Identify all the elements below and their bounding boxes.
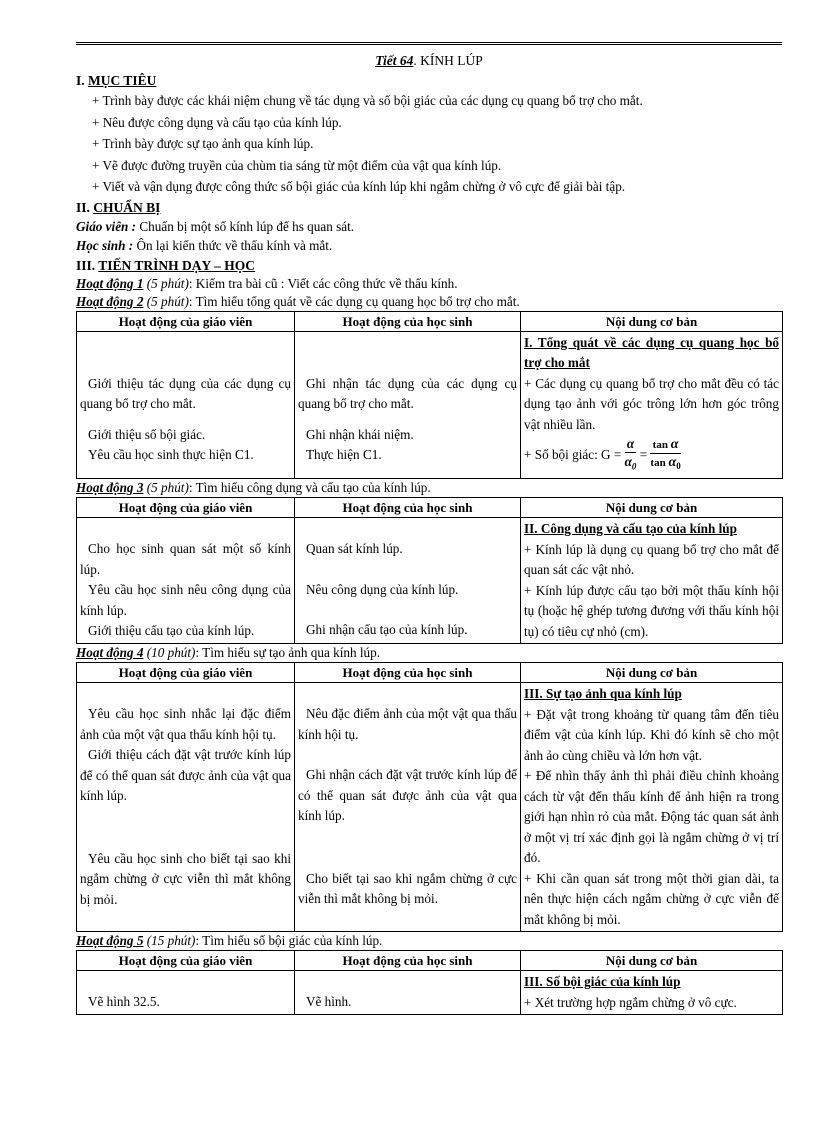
objective-item: + Vẽ được đường truyền của chùm tia sáng từ một điểm của vật qua kính lúp.	[92, 157, 502, 173]
student-cell: Vẽ hình.	[295, 971, 521, 1015]
header-teacher: Hoạt động của giáo viên	[77, 311, 295, 331]
content-text: + Kính lúp là dụng cụ quang bổ trợ cho mắt để quan sát các vật nhỏ.	[524, 541, 779, 577]
content-text: + Để nhìn thấy ảnh thì phải điều chỉnh khoảng cách từ vật đến thấu kính để ảnh hiện ra trong giới hạn nhìn rỏ của mắt. Động tác quan sát ảnh ở một vị trí xác định gọi là ngắm chừng ở vị trí đó.	[524, 768, 779, 865]
content-text: + Khi cần quan sát trong một thời gian dài, ta nên thực hiện cách ngắm chừng ở cực viễn để mắt không bị mỏi.	[524, 870, 779, 927]
content-text: + Xét trường hợp ngắm chừng ở vô cực.	[524, 994, 737, 1010]
top-rule	[76, 42, 782, 49]
teacher-cell: Cho học sinh quan sát một số kính lúp. Yêu cầu học sinh nêu công dụng của kính lúp. Giới thiệu cấu tạo của kính lúp.	[77, 518, 295, 644]
activity-2-table	[76, 311, 783, 480]
teacher-cell: Giới thiệu tác dụng của các dụng cụ quang bổ trợ cho mắt. Giới thiệu số bội giác. Yêu cầu học sinh thực hiện C1.	[77, 331, 295, 479]
header-content: Nội dung cơ bản	[521, 311, 783, 331]
header-student: Hoạt động của học sinh	[295, 498, 521, 518]
section-heading-process: III. TIẾN TRÌNH DẠY – HỌC	[76, 257, 256, 273]
content-heading: II. Công dụng và cấu tạo của kính lúp	[524, 521, 737, 536]
objective-item: + Viết và vận dụng được công thức số bội giác của kính lúp khi ngắm chừng ở vô cực để giải bài tập.	[92, 179, 626, 194]
teacher-cell: Yêu cầu học sinh nhắc lại đặc điểm ảnh của một vật qua thấu kính hội tụ. Giới thiệu cách đặt vật trước kính lúp để có thể quan sát được ảnh của vật qua kính lúp. Yêu cầu học sinh cho biết tại sao khi ngắm chừng ở cực viễn thì mắt không bị mỏi.	[77, 683, 295, 932]
student-cell: Quan sát kính lúp. Nêu công dụng của kính lúp. Ghi nhận cấu tạo của kính lúp.	[295, 518, 521, 644]
content-cell	[521, 683, 783, 932]
activity-4-table	[76, 662, 783, 932]
header-student: Hoạt động của học sinh	[295, 951, 521, 971]
header-teacher: Hoạt động của giáo viên	[77, 663, 295, 683]
content-text: + Kính lúp được cấu tạo bởi một thấu kính hội tụ (hoặc hệ ghép tương đương với thấu kính hội tụ) có tiêu cự nhỏ (cm).	[524, 582, 779, 639]
document-page	[76, 42, 782, 1015]
activity-3-heading: Hoạt động 3 (5 phút): Tìm hiểu công dụng và cấu tạo của kính lúp.	[76, 480, 431, 495]
section-heading-objectives: I. MỤC TIÊU	[76, 73, 157, 88]
student-cell: Ghi nhận tác dụng của các dụng cụ quang bổ trợ cho mắt. Ghi nhận khái niệm. Thực hiện C1.	[295, 331, 521, 479]
activity-3-table	[76, 497, 783, 644]
activity-4-heading: Hoạt động 4 (10 phút): Tìm hiểu sự tạo ảnh qua kính lúp.	[76, 645, 380, 660]
content-text: + Đặt vật trong khoảng từ quang tâm đến tiêu điểm vật của kính lúp. Khi đó kính sẽ cho một ảnh ảo cùng chiều và lớn hơn vật.	[524, 706, 779, 763]
prep-student: Học sinh : Ôn lại kiến thức về thấu kính và mắt.	[76, 238, 333, 253]
magnification-formula: + Số bội giác: G = $\frac{\alpha}{\alpha_0}$ = $\frac{\text{tan α}}{\tan \alpha_0}$	[524, 436, 681, 472]
activity-5-table	[76, 950, 783, 1015]
content-heading: I. Tổng quát về các dụng cụ quang học bổ trợ cho mắt	[524, 334, 779, 370]
header-teacher: Hoạt động của giáo viên	[77, 951, 295, 971]
teacher-cell: Vẽ hình 32.5.	[77, 971, 295, 1015]
header-student: Hoạt động của học sinh	[295, 663, 521, 683]
content-text: + Các dụng cụ quang bổ trợ cho mắt đều có tác dụng tạo ảnh với góc trông lớn hơn góc trông vật nhiều lần.	[524, 375, 779, 432]
content-cell	[521, 971, 783, 1015]
objective-item: + Trình bày được các khái niệm chung về tác dụng và số bội giác của các dụng cụ quang bổ trợ cho mắt.	[92, 93, 643, 108]
section-heading-preparation: II. CHUẨN BỊ	[76, 199, 161, 215]
objective-item: + Nêu được công dụng và cấu tạo của kính lúp.	[92, 114, 342, 130]
header-content: Nội dung cơ bản	[521, 498, 783, 518]
objective-item: + Trình bày được sự tạo ảnh qua kính lúp.	[92, 136, 314, 151]
lesson-title: . KÍNH LÚP	[413, 53, 483, 68]
header-content: Nội dung cơ bản	[521, 663, 783, 683]
activity-2-heading: Hoạt động 2 (5 phút): Tìm hiểu tổng quát về các dụng cụ quang học bổ trợ cho mắt.	[76, 293, 520, 309]
content-cell	[521, 331, 783, 479]
lesson-number: Tiết 64	[375, 53, 414, 68]
activity-1-heading: Hoạt động 1 (5 phút): Kiểm tra bài cũ : Viết các công thức về thấu kính.	[76, 275, 458, 291]
content-heading: III. Sự tạo ảnh qua kính lúp	[524, 686, 682, 701]
student-cell: Nêu đặc điểm ảnh của một vật qua thấu kính hội tụ. Ghi nhận cách đặt vật trước kính lúp để có thể quan sát được ảnh của vật qua kính lúp. Cho biết tại sao khi ngắm chừng ở cực viễn thì mắt không bị mỏi.	[295, 683, 521, 932]
header-teacher: Hoạt động của giáo viên	[77, 498, 295, 518]
content-heading: III. Số bội giác của kính lúp	[524, 974, 681, 989]
header-student: Hoạt động của học sinh	[295, 311, 521, 331]
content-cell	[521, 518, 783, 644]
header-content: Nội dung cơ bản	[521, 951, 783, 971]
prep-teacher: Giáo viên : Chuẩn bị một số kính lúp để hs quan sát.	[76, 218, 355, 234]
page-title	[76, 53, 782, 69]
activity-5-heading: Hoạt động 5 (15 phút): Tìm hiểu số bội giác của kính lúp.	[76, 933, 383, 948]
